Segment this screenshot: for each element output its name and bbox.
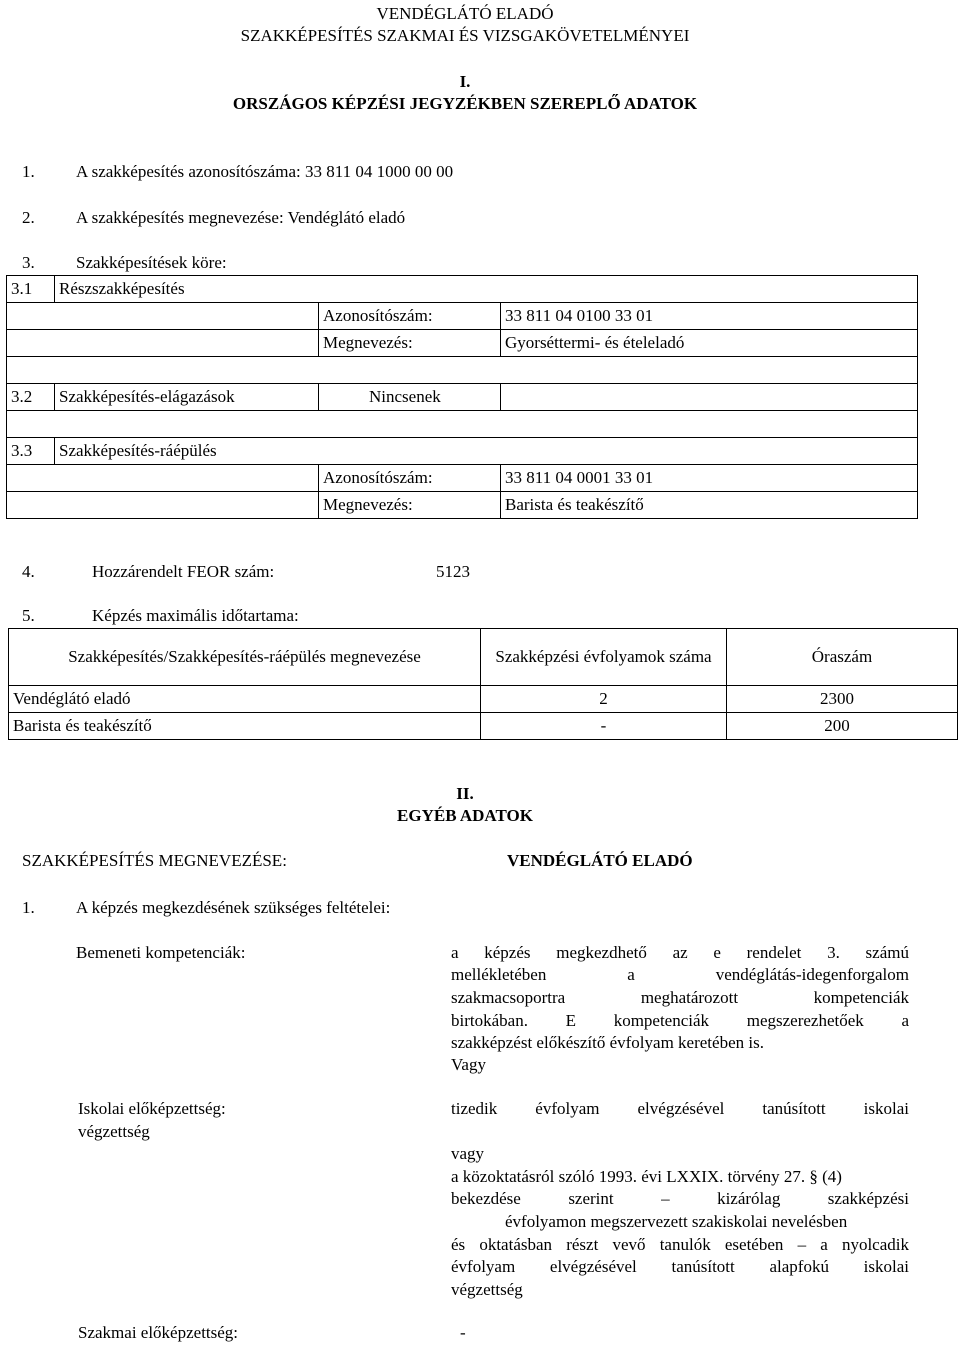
row-3-1-name-label: Megnevezés: — [319, 330, 501, 357]
row-3-1-id-label: Azonosítószám: — [319, 303, 501, 330]
item-3-text: Szakképesítések köre: — [76, 253, 227, 272]
item-4-label: Hozzárendelt FEOR szám: — [92, 562, 275, 581]
school-prereq-line: tizedik évfolyam elvégzésével tanúsított iskolai — [451, 1099, 909, 1118]
column-header-years: Szakképzési évfolyamok száma — [481, 629, 727, 686]
item-1-number: 1. — [22, 162, 35, 181]
input-competencies-line: a képzés megkezdhető az e rendelet 3. számú — [451, 943, 909, 962]
input-competencies-line: szakmacsoportra meghatározott kompetenciák — [451, 988, 909, 1007]
conditions-heading: A képzés megkezdésének szükséges feltételei: — [76, 898, 391, 917]
section1-number: I. — [459, 72, 471, 91]
table-row — [7, 492, 918, 519]
school-prereq-line: a közoktatásról szóló 1993. évi LXXIX. törvény 27. § (4) — [451, 1167, 842, 1186]
table-row — [9, 686, 958, 713]
row-3-3-label: Szakképesítés-ráépülés — [55, 438, 918, 465]
input-competencies-line: mellékletében a vendéglátás-idegenforgalom — [451, 965, 909, 984]
table-row — [9, 713, 958, 740]
item-5-number: 5. — [22, 606, 35, 625]
school-prereq-line: bekezdése szerint – kizárólag szakképzési — [451, 1189, 909, 1208]
row-3-2-value: Nincsenek — [319, 384, 501, 411]
row-years: 2 — [481, 686, 727, 713]
section2-title: EGYÉB ADATOK — [397, 806, 533, 825]
row-hours: 2300 — [727, 686, 958, 713]
item-4-number: 4. — [22, 562, 35, 581]
column-header-name: Szakképesítés/Szakképesítés-ráépülés megnevezése — [9, 629, 481, 686]
section2-number: II. — [456, 784, 474, 803]
table-row — [7, 384, 918, 411]
school-prereq-line: évfolyam elvégzésével tanúsított alapfokú iskolai — [451, 1257, 909, 1276]
conditions-number: 1. — [22, 898, 35, 917]
row-3-2-number: 3.2 — [7, 384, 55, 411]
or-text: vagy — [451, 1144, 485, 1163]
table-row — [7, 465, 918, 492]
duration-table — [8, 628, 958, 740]
row-3-1-label: Részszakképesítés — [55, 276, 918, 303]
school-prereq-line: évfolyamon megszervezett szakiskolai nevelésben — [505, 1212, 848, 1231]
table-row — [7, 438, 918, 465]
qualification-table — [6, 275, 918, 519]
table-row — [7, 357, 918, 384]
school-prereq-label-2: végzettség — [78, 1122, 150, 1141]
row-3-2-label: Szakképesítés-elágazások — [55, 384, 319, 411]
doc-subtitle: SZAKKÉPESÍTÉS SZAKMAI ÉS VIZSGAKÖVETELMÉNYEI — [240, 26, 690, 45]
item-1-text: A szakképesítés azonosítószáma: 33 811 04 1000 00 00 — [76, 162, 454, 181]
or-text: Vagy — [451, 1055, 486, 1074]
table-row — [7, 303, 918, 330]
input-competencies-label: Bemeneti kompetenciák: — [76, 943, 246, 962]
professional-prereq-value: - — [460, 1323, 466, 1342]
qualification-name-label: SZAKKÉPESÍTÉS MEGNEVEZÉSE: — [22, 851, 287, 870]
row-years: - — [481, 713, 727, 740]
row-name: Barista és teakészítő — [9, 713, 481, 740]
school-prereq-line: végzettség — [451, 1280, 523, 1299]
row-3-1-id-value: 33 811 04 0100 33 01 — [501, 303, 918, 330]
row-3-3-id-label: Azonosítószám: — [319, 465, 501, 492]
row-3-3-name-value: Barista és teakészítő — [501, 492, 918, 519]
item-2-number: 2. — [22, 208, 35, 227]
qualification-name-value: VENDÉGLÁTÓ ELADÓ — [507, 851, 693, 870]
section1-title: ORSZÁGOS KÉPZÉSI JEGYZÉKBEN SZEREPLŐ ADATOK — [232, 94, 698, 113]
row-3-3-name-label: Megnevezés: — [319, 492, 501, 519]
feor-value: 5123 — [436, 562, 470, 581]
school-prereq-label: Iskolai előképzettség: — [78, 1099, 226, 1118]
row-name: Vendéglátó eladó — [9, 686, 481, 713]
table-row — [7, 276, 918, 303]
row-3-3-number: 3.3 — [7, 438, 55, 465]
table-header-row — [9, 629, 958, 686]
school-prereq-line: és oktatásban részt vevő tanulók esetében – a nyolcadik — [451, 1235, 909, 1254]
table-row — [7, 330, 918, 357]
doc-title: VENDÉGLÁTÓ ELADÓ — [376, 4, 554, 23]
input-competencies-line: birtokában. E kompetenciák megszerezhetőek a — [451, 1011, 909, 1030]
item-2-text: A szakképesítés megnevezése: Vendéglátó eladó — [76, 208, 406, 227]
professional-prereq-label: Szakmai előképzettség: — [78, 1323, 239, 1342]
row-3-1-number: 3.1 — [7, 276, 55, 303]
item-5-label: Képzés maximális időtartama: — [92, 606, 299, 625]
input-competencies-line: szakképzést előkészítő évfolyam keretében is. — [451, 1033, 764, 1052]
row-3-3-id-value: 33 811 04 0001 33 01 — [501, 465, 918, 492]
row-3-1-name-value: Gyorséttermi- és ételeladó — [501, 330, 918, 357]
column-header-hours: Óraszám — [727, 629, 958, 686]
row-hours: 200 — [727, 713, 958, 740]
item-3-number: 3. — [22, 253, 35, 272]
table-row — [7, 411, 918, 438]
